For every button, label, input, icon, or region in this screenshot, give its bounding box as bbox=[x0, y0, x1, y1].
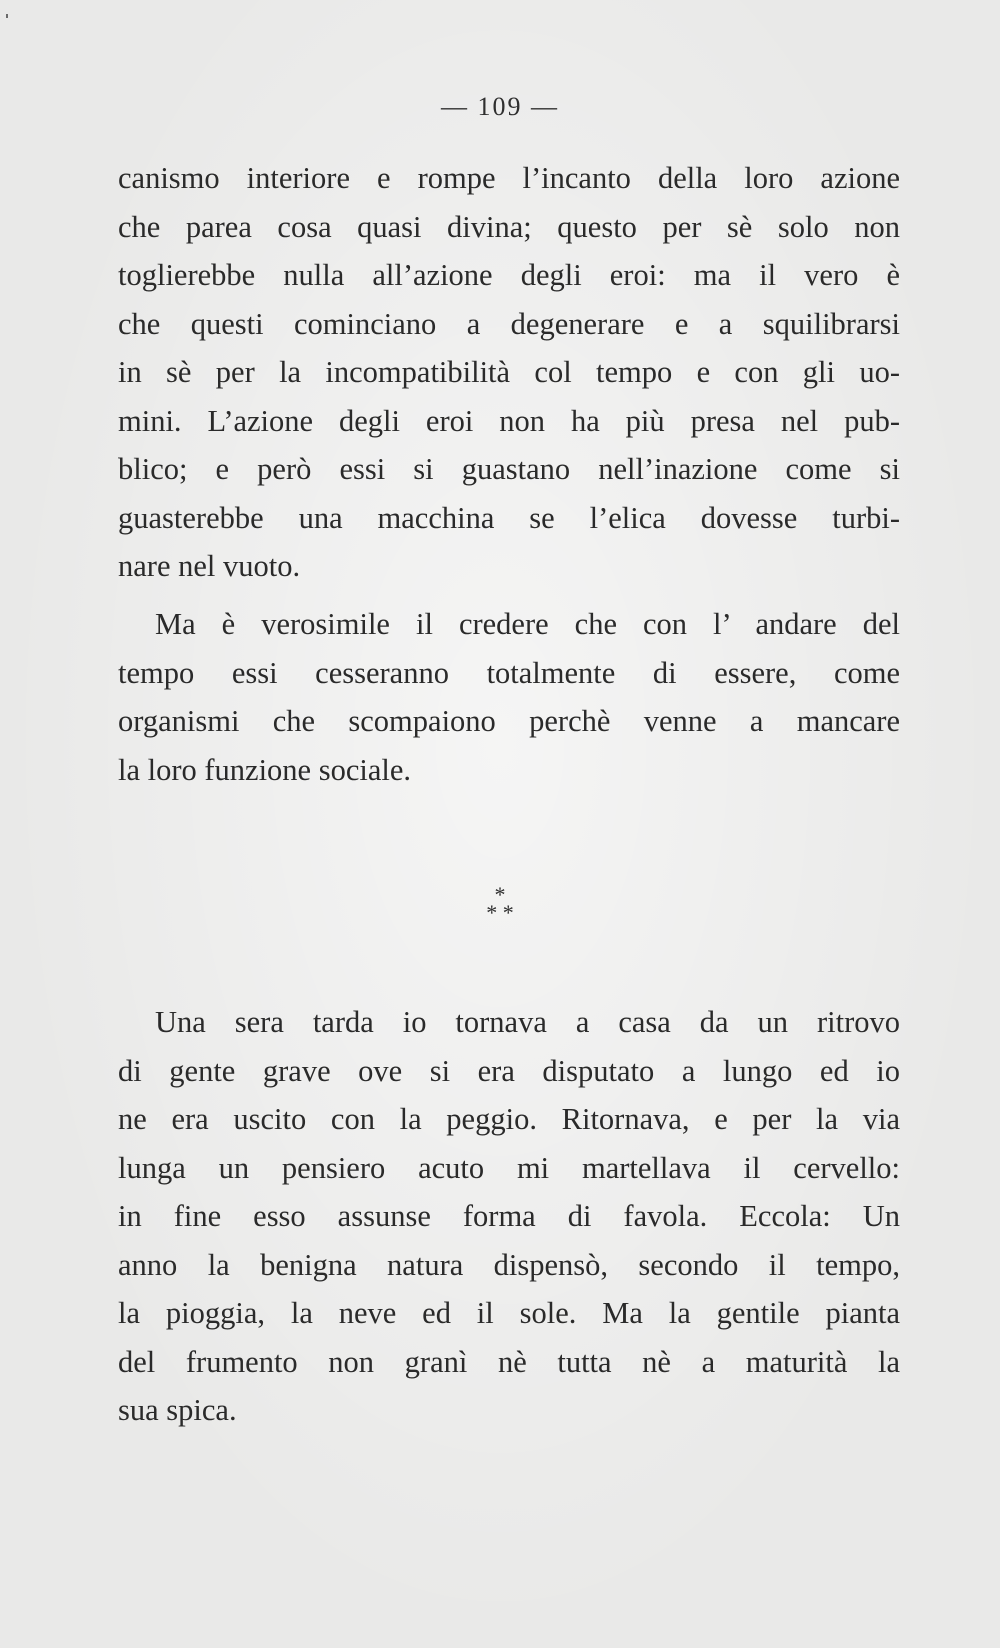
text-line: mini. L’azione degli eroi non ha più presa nel pub- bbox=[118, 403, 900, 438]
section-break-asterism bbox=[470, 882, 530, 925]
text-line: nare nel vuoto. bbox=[118, 549, 301, 583]
text-line: lunga un pensiero acuto mi martellava il cervello: bbox=[118, 1150, 900, 1185]
text-line: organismi che scompaiono perchè venne a mancare bbox=[118, 704, 900, 738]
text-line: blico; e però essi si guastano nell’inazione come si bbox=[118, 452, 900, 486]
text-line: di gente grave ove si era disputato a lungo ed io bbox=[118, 1053, 900, 1088]
asterism-top: * bbox=[494, 882, 506, 907]
text-line: in fine esso assunse forma di favola. Eccola: Un bbox=[118, 1199, 900, 1233]
text-line: in sè per la incompatibilità col tempo e con gli uo- bbox=[118, 355, 900, 389]
text-line: anno la benigna natura dispensò, secondo il tempo, bbox=[118, 1247, 900, 1282]
text-line: Ma è verosimile il credere che con l’ andare del bbox=[155, 607, 900, 641]
text-line: che questi cominciano a degenerare e a squilibrarsi bbox=[118, 306, 900, 341]
text-line: che parea cosa quasi divina; questo per sè solo non bbox=[118, 209, 900, 244]
page-number: — 109 — bbox=[441, 92, 559, 121]
text-line: Una sera tarda io tornava a casa da un ritrovo bbox=[155, 1005, 900, 1039]
text-line: la pioggia, la neve ed il sole. Ma la gentile pianta bbox=[118, 1296, 900, 1330]
text-line: del frumento non granì nè tutta nè a maturità la bbox=[118, 1344, 900, 1379]
text-line: guasterebbe una macchina se l’elica dovesse turbi- bbox=[118, 500, 900, 535]
text-line: tempo essi cesseranno totalmente di essere, come bbox=[118, 655, 900, 690]
paragraph-1 bbox=[118, 154, 900, 591]
asterism-bottom: * * bbox=[486, 900, 514, 925]
paragraph-2 bbox=[118, 600, 900, 794]
text-line: toglierebbe nulla all’azione degli eroi: ma il vero è bbox=[118, 258, 900, 292]
text-line: canismo interiore e rompe l’incanto della loro azione bbox=[118, 161, 900, 195]
text-line: la loro funzione sociale. bbox=[118, 752, 412, 787]
page-edge-mark bbox=[6, 14, 8, 18]
text-line: ne era uscito con la peggio. Ritornava, e per la via bbox=[118, 1102, 900, 1136]
paragraph-3 bbox=[118, 998, 900, 1435]
text-line: sua spica. bbox=[118, 1393, 237, 1427]
